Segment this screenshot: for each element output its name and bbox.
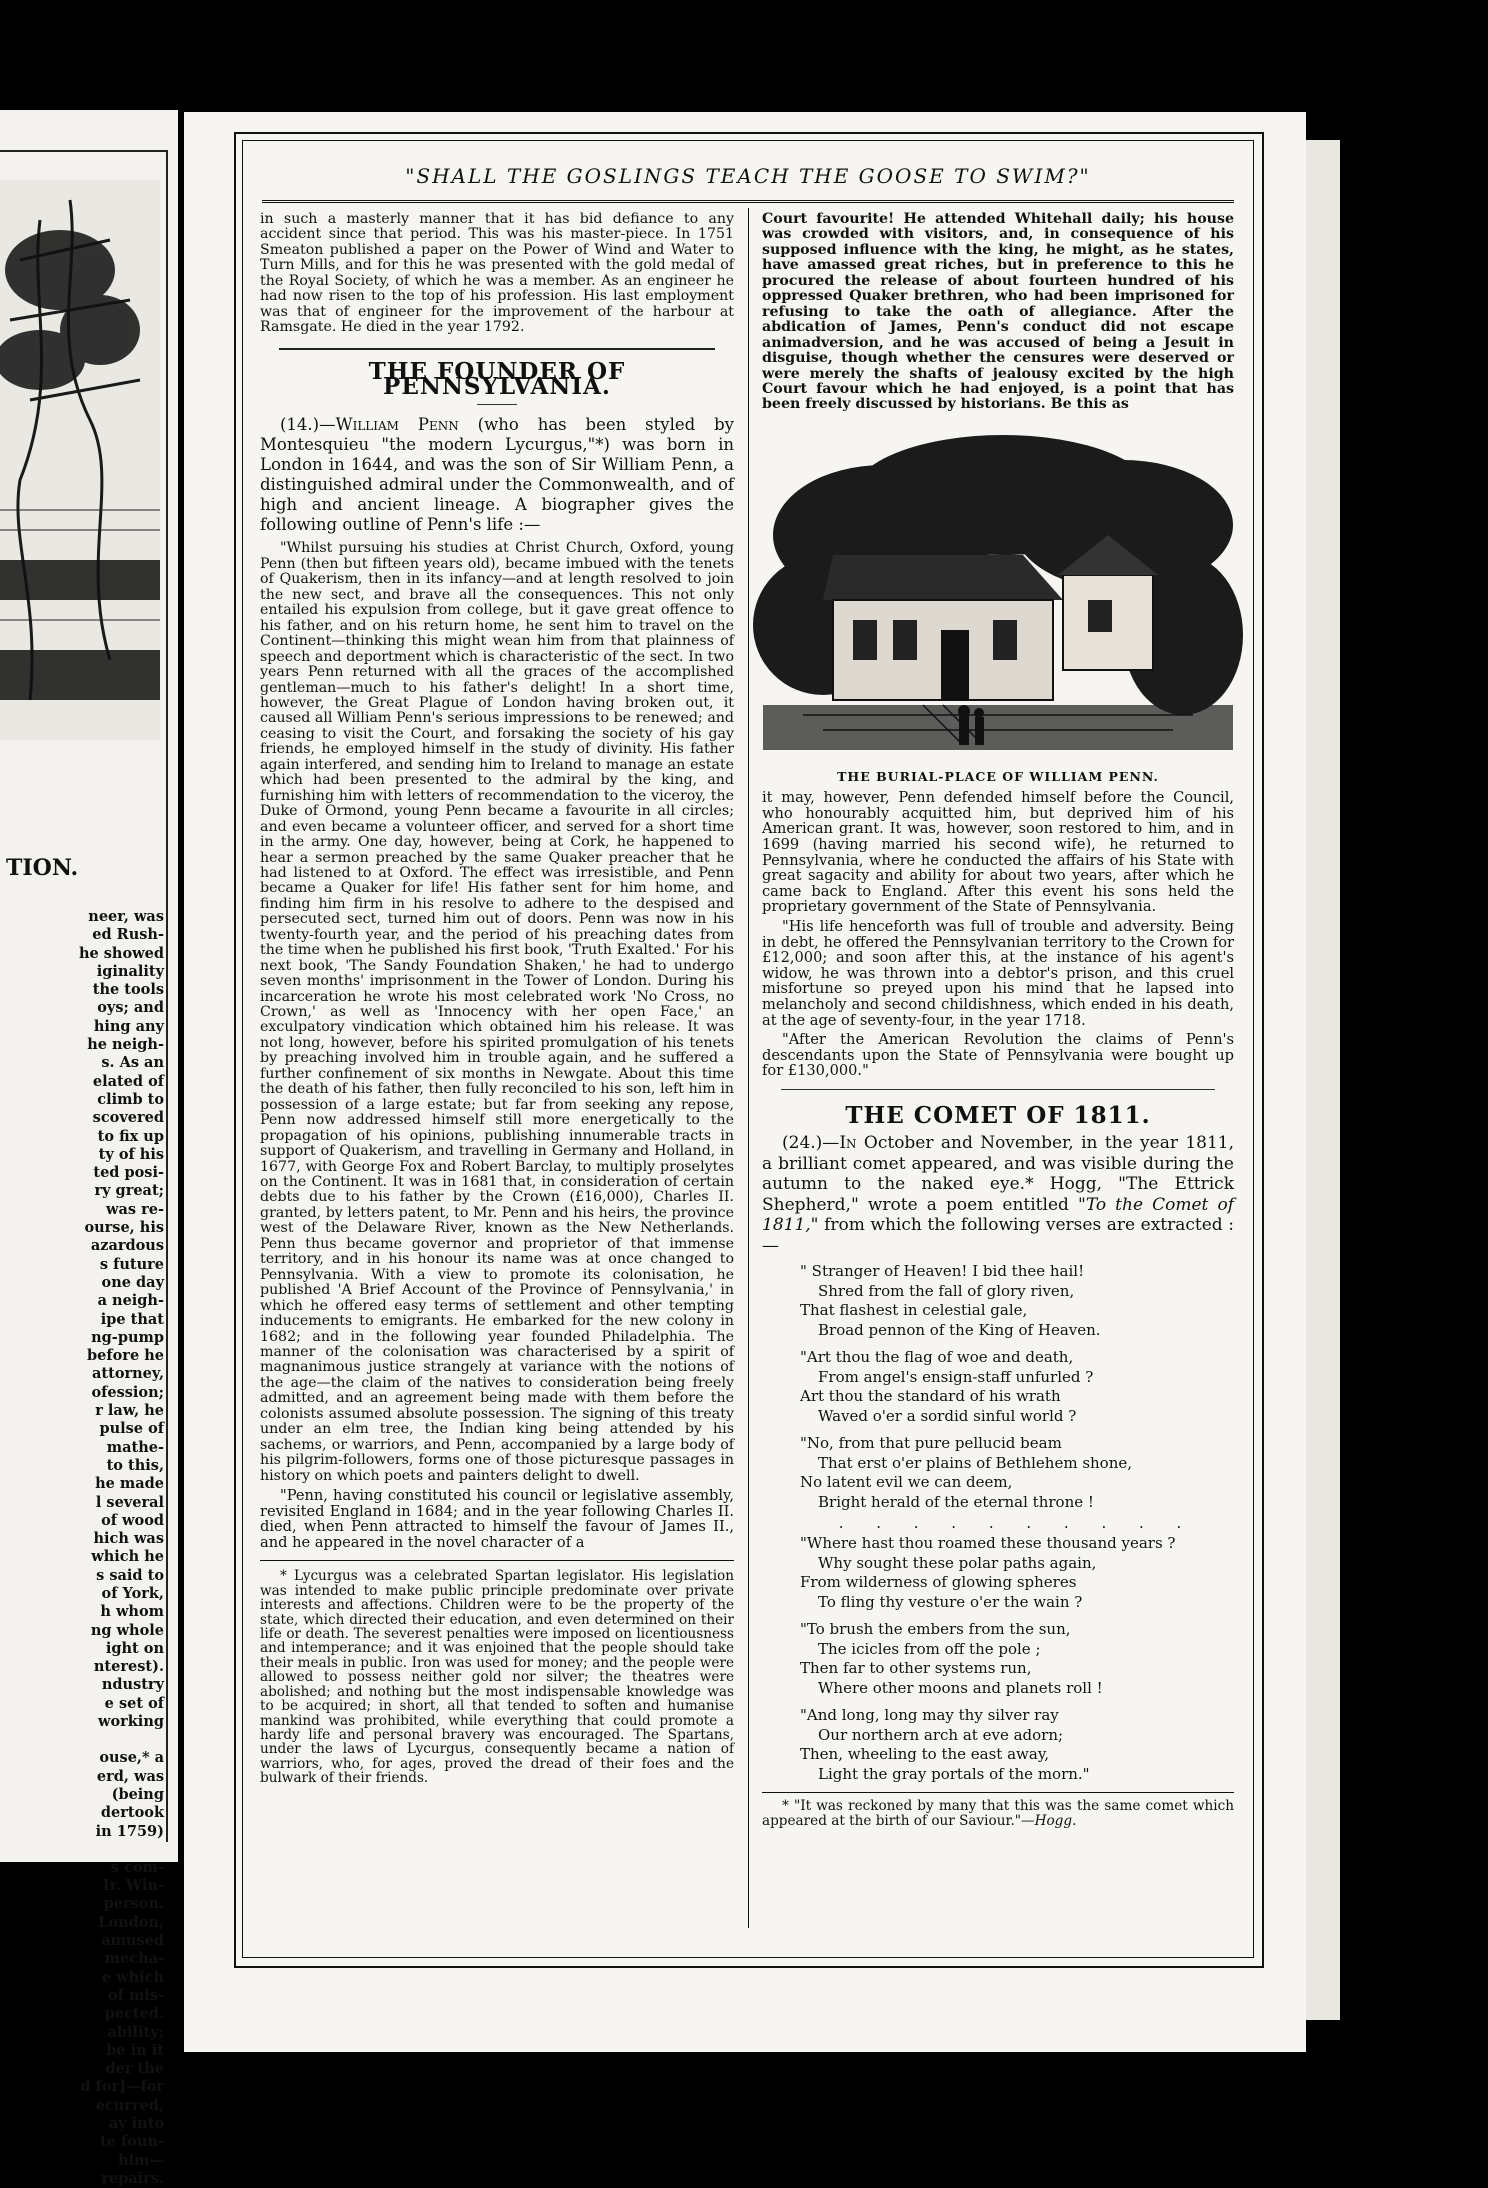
adjacent-page-column [0,908,164,2188]
adjacent-text-line: attorney, [92,1365,164,1383]
poem-line: That erst o'er plains of Bethlehem shone, [818,1453,1133,1472]
adjacent-text-line: ry great; [94,1182,164,1200]
poem-line: Then, wheeling to the east away, [800,1745,1050,1764]
ellipsis-dots: . . . . . . . . . . [838,1514,1196,1533]
adjacent-text-line: te foun- [100,2133,164,2151]
penn-continued: it may, however, Penn defended himself before the Council, who honourably acquitted him, but deprived him of his American grant. It was, however, soon restored to him, and in 1699 (having married his second wife), he returned to Pennsylvania, where he conducted the affairs of his State with great sagacity and ability for about two years, after which he came back to England. After this event his sons held the proprietary government of the State of Pennsylvania. [762,789,1234,916]
adjacent-text-line: in 1759) [95,1822,164,1840]
adjacent-text-line: elated of [92,1072,164,1090]
poem-line: Light the gray portals of the morn." [818,1764,1090,1783]
illustration-caption: THE BURIAL-PLACE OF WILLIAM PENN. [837,768,1159,784]
adjacent-text-line: which he [91,1548,164,1566]
adjacent-text-line: was re- [106,1200,164,1218]
adjacent-text-line: ndustry [101,1676,164,1694]
poem-line: The icicles from off the pole ; [818,1639,1041,1658]
poem-line: To fling thy vesture o'er the wain ? [818,1592,1083,1611]
adjacent-text-line: ight on [105,1639,164,1657]
poem-line: Where other moons and planets roll ! [818,1678,1103,1697]
burial-place-illustration [763,425,1233,765]
right-column [762,212,1234,1829]
adjacent-text-line: ourse, his [84,1219,164,1237]
adjacent-text-line: der the [105,2060,164,2078]
adjacent-text-line: the tools [92,981,164,999]
adjacent-text-line: ofession; [91,1383,164,1401]
section-rule [781,1089,1215,1090]
adjacent-text-line: he showed [78,944,164,962]
adjacent-text-line: one day [101,1273,164,1291]
poem-line: From angel's ensign-staff unfurled ? [818,1367,1094,1386]
adjacent-text-line: h whom [100,1603,164,1621]
poem-line: "Where hast thou roamed these thousand years ? [800,1534,1176,1553]
adjacent-text-line: oys; and [97,999,164,1017]
article-lead-penn [260,415,734,535]
adjacent-text-line: ty of his [98,1145,164,1163]
adjacent-text-line: ipe that [100,1310,164,1328]
item-number: (24.)— [782,1133,840,1154]
adjacent-text-line: neer, was [88,908,164,925]
adjacent-text-line: person. [103,1895,164,1913]
title-rule [477,404,517,405]
left-column [260,212,734,1786]
adjacent-text-line: pected. [104,2005,164,2023]
article-title-comet: THE COMET OF 1811. [845,1101,1151,1129]
poem-stanza [800,1434,1234,1512]
adjacent-page-border [166,150,168,1842]
page-edge [1306,140,1340,2020]
adjacent-text-line: pulse of [99,1420,164,1438]
adjacent-text-line: of wood [101,1511,164,1529]
adjacent-text-line: ouse,* a [99,1749,164,1767]
adjacent-text-line: dertook [100,1804,164,1822]
poem-line: Art thou the standard of his wrath [800,1387,1061,1406]
adjacent-text-line: ability; [107,2023,164,2041]
poem-stanza [800,1706,1234,1784]
adjacent-text-line: nterest). [93,1658,164,1676]
footnote-text: * "It was reckoned by many that this was the same comet which appeared at the birth of our Saviour." [762,1798,1234,1830]
adjacent-text-line: s com- [110,1858,164,1876]
adjacent-text-line: of mis- [108,1986,164,2004]
poem-title: To the Comet of 1811, [762,1194,1234,1236]
adjacent-text-line: London, [98,1913,164,1931]
adjacent-text-line: scovered [92,1109,164,1127]
adjacent-page-fragment [0,110,178,2187]
poem-line: Shred from the fall of glory riven, [818,1281,1075,1300]
running-head-rule [262,200,1234,203]
adjacent-text-line: hich was [93,1530,164,1548]
adjacent-text-line: s. As an [101,1054,164,1072]
poem-line: "No, from that pure pellucid beam [800,1434,1062,1453]
line-gap [0,1731,164,1749]
adjacent-text-line: s future [99,1255,164,1273]
adjacent-text-line: ted posi- [93,1164,164,1182]
poem-line: " Stranger of Heaven! I bid thee hail! [800,1262,1085,1281]
running-head: "SHALL THE GOSLINGS TEACH THE GOOSE TO SWIM?" [405,164,1091,188]
poem-stanza [800,1262,1234,1340]
poem-line: "To brush the embers from the sun, [800,1620,1071,1639]
adjacent-text-line: r law, he [95,1402,164,1420]
subject-name: William Penn [335,415,459,435]
adjacent-text-line: hing any [93,1017,164,1035]
column-divider [748,208,749,1928]
poem-line: That flashest in celestial gale, [800,1301,1028,1320]
adjacent-text-line: he neigh- [87,1036,164,1054]
magazine-page [184,112,1306,2052]
comet-poem [800,1262,1234,1784]
poem-line: Broad pennon of the King of Heaven. [818,1320,1101,1339]
adjacent-text-line: s said to [96,1566,164,1584]
poem-stanza [800,1620,1234,1698]
poem-line: Our northern arch at eve adorn; [818,1725,1064,1744]
adjacent-text-line: hlm— [118,2151,164,2169]
poem-line: Bright herald of the eternal throne ! [818,1492,1094,1511]
adjacent-text-line: he made [95,1475,164,1493]
adjacent-text-line: repairs. [101,2169,164,2187]
poem-line: "Art thou the flag of woe and death, [800,1348,1074,1367]
adjacent-text-line: be in it [106,2041,164,2059]
poem-line: Waved o'er a sordid sinful world ? [818,1406,1077,1425]
adjacent-page-heading: TION. [6,855,79,881]
lead-tail: " from which the following verses are extracted :— [762,1215,1234,1256]
poem-stanza [800,1534,1234,1612]
adjacent-text-line: ng-pump [91,1328,164,1346]
biography-quote-continued: "Penn, having constituted his council or legislative assembly, revisited England in 1684; and in the year following Charles II. died, when Penn attracted to himself the favour of James II., and he appeared in the novel character of a [260,1487,734,1551]
adjacent-text-line: Ir. Win- [102,1877,164,1895]
adjacent-text-line: iginality [96,962,164,980]
lead-text: October and November, in the year 1811, a brilliant comet appeared, and was visible during the autumn to the naked eye.* Hogg, "The Ettrick Shepherd," wrote a poem entitled " [762,1133,1234,1215]
adjacent-page-rule [0,150,168,152]
adjacent-text-line: ecurred, [95,2096,164,2114]
adjacent-text-line: azardous [90,1237,164,1255]
adjacent-text-line: to this, [106,1456,164,1474]
penn-descendants: "After the American Revolution the claims of Penn's descendants upon the State of Pennsylvania were bought up for £130,000." [762,1031,1234,1080]
footnote-attribution: —Hogg. [1021,1813,1077,1830]
continued-text: in such a masterly manner that it has bid defiance to any accident since that period. This was his master-piece. In 1751 Smeaton published a paper on the Power of Wind and Water to Turn Mills, and for this he was presented with the gold medal of the Royal Society, of which he was a member. As an engineer he had now risen to the top of his profession. His last employment was that of engineer for the improvement of the harbour at Ramsgate. He died in the year 1792. [260,211,734,336]
penn-later-life: "His life henceforth was full of trouble and adversity. Being in debt, he offered the Pennsylvanian territory to the Crown for £12,000; and soon after this, at the instance of his agent's widow, he was thrown into a debtor's prison, and this cruel misfortune so preyed upon his mind that he lapsed into melancholy and second childishness, which ended in his death, at the age of seventy-four, in the year 1718. [762,918,1234,1029]
poem-stanza [800,1348,1234,1426]
adjacent-text-line: ed Rush- [92,926,164,944]
lead-text: (who has been styled by Montesquieu "the modern Lycurgus,"*) was born in London in 1644, and was the son of Sir William Penn, a distinguished admiral under the Commonwealth, and of high and ancient lineage. A biographer gives the following outline of Penn's life :— [260,415,734,535]
adjacent-text-line: of York, [101,1584,164,1602]
footnote-rule [260,1560,734,1561]
continued-text-penn: Court favourite! He attended Whitehall daily; his house was crowded with visitors, and, in consequence of his supposed influence with the king, he might, as he states, have amassed great riches, but in preference to this he procured the release of about fourteen hundred of his oppressed Quaker brethren, who had been imprisoned for refusing to take the oath of allegiance. After the abdication of James, Penn's conduct did not escape animadversion, and he was accused of being a Jesuit in disguise, though whether the censures were deserved or were merely the shafts of jealousy excited by the high Court favour which he had enjoyed, is a point that has been freely discussed by historians. Be this as [762,211,1234,413]
poem-line: From wilderness of glowing spheres [800,1573,1077,1592]
adjacent-text-line: e set of [104,1694,164,1712]
biography-quote: "Whilst pursuing his studies at Christ Church, Oxford, young Penn (then but fifteen years old), became imbued with the tenets of Quakerism, then in its infancy—and at length resolved to join the new sect, and brave all the consequences. This not only entailed his expulsion from college, but it gave great offence to his father, and on his return home, he sent him to travel on the Continent—thinking this might wean him from that plainness of speech and deportment which is characteristic of the sect. In two years Penn returned with all the graces of the accomplished gentleman—much to his father's delight! In a short time, however, the Great Plague of London having broken out, it caused all William Penn's serious impressions to be renewed; and ceasing to visit the Court, and forsaking the society of his gay friends, he employed himself in the study of divinity. His father again interfered, and sending him to Ireland to manage an estate which had been presented to the admiral by the king, and furnishing him with letters of recommendation to the viceroy, the Duke of Ormond, young Penn became a favourite in all circles; and even became a volunteer officer, and served for a short time in the army. One day, however, being at Cork, he happened to hear a sermon preached by the same Quaker preacher that he had listened to at Oxford. The effect was irresistible, and Penn became a Quaker for life! His father sent for him home, and finding him firm in his resolve to adhere to the despised and persecuted sect, turned him out of doors. Penn was now in his twenty-fourth year, and the period of his preaching dates from the time when he published his first book, 'Truth Exalted.' For his next book, 'The Sandy Foundation Shaken,' he had to undergo seven months' imprisonment in the Tower of London. During his incarceration he wrote his most celebrated work 'No Cross, no Crown,' as well as 'Innocency with her open Face,' an exculpatory vindication which obtained him his release. It was not long, however, before his spirited promulgation of his tenets by preaching involved him in trouble again, and he suffered a further confinement of six months in Newgate. About this time the death of his father, then fully reconciled to his son, left him in possession of a large estate; but far from seeking any repose, Penn now addressed himself still more energetically to the propagation of his opinions, publishing innumerable tracts in support of Quakerism, and travelling in Germany and Holland, in 1677, with George Fox and Robert Barclay, to multiply proselytes on the Continent. It was in 1681 that, in consideration of certain debts due to his father by the Crown (£16,000), Charles II. granted, by letters patent, to Mr. Penn and his heirs, the province west of the Delaware River, known as the New Netherlands. Penn thus became governor and proprietor of that immense territory, and in his honour its name was at once changed to Pennsylvania. With a view to promote its colonisation, he published 'A Brief Account of the Province of Pennsylvania,' in which he offered easy terms of settlement and other tempting inducements to emigrants. He embarked for the new colony in 1682; and in the following year founded Philadelphia. The manner of the colonisation was characterised by a spirit of magnanimous justice strangely at variance with the notions of the age—the claim of the natives to consideration being freely admitted, and an agreement being made with them before the colonists assumed absolute possession. The signing of this treaty under an elm tree, the Indian king being attended by his sachems, or warriors, and Penn, accompanied by a large body of his pilgrim-followers, forms one of those picturesque passages in history on which poets and painters delight to dwell. [260,540,734,1484]
adjacent-text-line: before he [87,1347,164,1365]
adjacent-text-line: l several [95,1493,164,1511]
poem-line: Then far to other systems run, [800,1659,1032,1678]
adjacent-text-line: working [97,1713,164,1731]
line-gap [0,1841,164,1859]
adjacent-text-line: to fix up [97,1127,164,1145]
adjacent-text-line: mathe- [106,1438,164,1456]
adjacent-text-line: e which [101,1968,164,1986]
adjacent-page-illustration [0,180,160,740]
footnote-lycurgus: * Lycurgus was a celebrated Spartan legislator. His legislation was intended to make public principle predominate over private interests and affections. Children were to be the property of the state, which directed their education, and even determined on their life or death. The severest penalties were imposed on licentiousness and intemperance; and it was enjoined that the people should take their meals in public. Iron was used for money; and the people were allowed to possess neither gold nor silver; the theatres were abolished; and nothing but the most indispensable knowledge was to be acquired; in short, all that tended to soften and humanise mankind was prohibited, while everything that could promote a hardy life and personal bravery was encouraged. The Spartans, under the laws of Lycurgus, consequently became a nation of warriors, who, for ages, proved the dread of their foes and the bulwark of their friends. [260,1568,734,1787]
article-title-penn: THE FOUNDER OF PENNSYLVANIA. [368,357,626,401]
adjacent-text-line: (being [111,1785,164,1803]
adjacent-text-line: ay into [108,2115,164,2132]
poem-line: "And long, long may thy silver ray [800,1706,1059,1725]
item-number: (14.)— [280,415,336,435]
adjacent-text-line: a neigh- [97,1292,164,1310]
adjacent-text-line: ng whole [90,1621,164,1639]
poem-line: Why sought these polar paths again, [818,1553,1097,1572]
poem-line: No latent evil we can deem, [800,1473,1013,1492]
adjacent-text-line: erd, was [96,1767,164,1785]
adjacent-text-line: d for]—for [80,2078,164,2096]
lead-word: In [839,1133,857,1154]
footnote-rule [762,1792,1234,1793]
article-lead-comet [762,1133,1234,1256]
adjacent-text-line: climb to [97,1090,164,1108]
footnote-comet [762,1799,1234,1829]
section-rule [279,348,715,350]
adjacent-text-line: amused [101,1932,164,1950]
adjacent-text-line: mecha- [104,1950,164,1968]
